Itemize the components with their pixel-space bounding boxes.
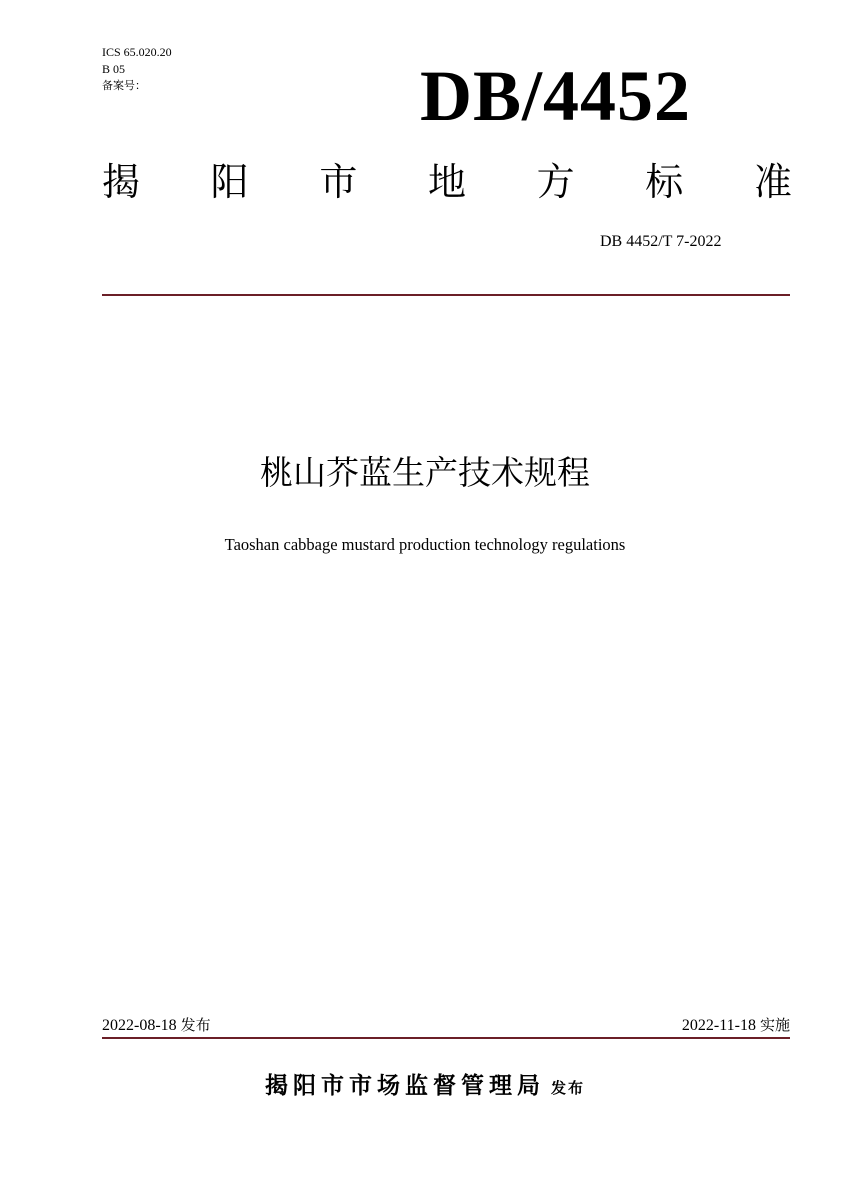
issue-date-value: 2022-08-18 (102, 1017, 177, 1034)
document-title-zh: 桃山芥蓝生产技术规程 (260, 453, 590, 492)
bottom-divider (102, 1037, 790, 1039)
standard-code: DB/4452 (420, 56, 692, 136)
standard-type-char: 阳 (210, 160, 249, 204)
standard-type-char: 市 (319, 160, 358, 204)
ics-code: ICS 65.020.20 (102, 45, 172, 59)
standard-type-char: 准 (753, 160, 792, 204)
issue-date (102, 1014, 211, 1037)
filing-number-label: 备案号： (102, 79, 146, 92)
standard-type-char: 揭 (102, 160, 141, 204)
standard-type-char: 地 (427, 160, 466, 204)
implementation-date-label: 实施 (759, 1016, 790, 1034)
implementation-date-value: 2022-11-18 (681, 1017, 756, 1034)
standard-type-char: 方 (536, 160, 575, 204)
standard-type-char: 标 (645, 160, 684, 204)
document-title-en: Taoshan cabbage mustard production technology regulations (224, 535, 626, 554)
issuing-authority (0, 1068, 850, 1106)
implementation-date (682, 1014, 790, 1037)
ccs-code: B 05 (102, 62, 126, 76)
standard-number: DB 4452/T 7-2022 (600, 233, 722, 250)
issuer-suffix: 发布 (550, 1079, 585, 1097)
issuer-name: 揭阳市市场监督管理局 (264, 1073, 545, 1099)
top-divider (102, 294, 790, 296)
standard-type-title (102, 156, 792, 208)
issue-date-label: 发布 (180, 1016, 211, 1034)
